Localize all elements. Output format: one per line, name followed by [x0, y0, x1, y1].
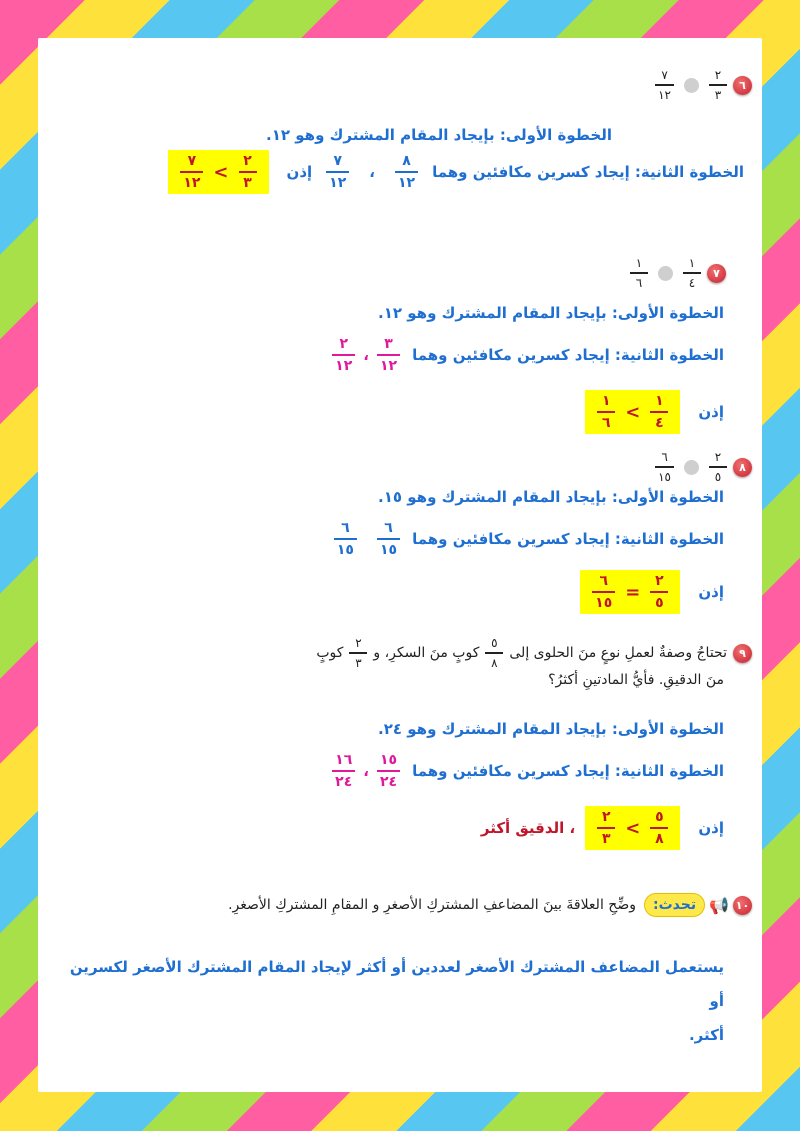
p10-answer-line-1: يستعمل المضاعف المشترك الأصغر لعددين أو أكثر لإيجاد المقام المشترك الأصغر لكسرين أو: [69, 958, 724, 1010]
problem-7-header: [624, 256, 726, 290]
result-right-fraction: $\frac{٦}{١٥}$: [592, 573, 615, 611]
problem-10-header: [228, 893, 752, 917]
result-right-fraction: $\frac{٢}{٣}$: [597, 809, 615, 847]
p6-separator: ،: [369, 163, 375, 181]
compare-left-fraction: $\frac{٢}{٥}$: [709, 450, 727, 484]
p7-step2-row: [326, 336, 724, 374]
p8-then-label: إذن: [698, 583, 724, 601]
p8-step2-text: الخطوة الثانية: إيجاد كسرين مكافئين وهما: [412, 530, 724, 548]
p8-result-row: [580, 570, 724, 614]
p6-step1: الخطوة الأولى: بإيجاد المقام المشترك وهو ١٢.: [266, 126, 612, 144]
p9-question-text-a: تحتاجُ وصفةٌ لعملِ نوعٍ منَ الحلوى إلى: [509, 645, 727, 661]
compare-right-fraction: $\frac{٧}{١٢}$: [655, 68, 674, 102]
p9-then-label: إذن: [698, 819, 724, 837]
p10-question-text: وضِّحِ العلاقةَ بينَ المضاعفِ المشتركِ الأصغرِ و المقامِ المشتركِ الأصغرِ.: [228, 897, 636, 913]
p7-equivalent-fraction-1: $\frac{٣}{١٢}$: [377, 336, 400, 374]
p7-result-box: [585, 390, 680, 434]
compare-left-fraction: $\frac{١}{٤}$: [683, 256, 701, 290]
result-left-fraction: $\frac{٥}{٨}$: [650, 809, 668, 847]
p8-equivalent-fraction-2: $\frac{٦}{١٥}$: [334, 520, 357, 558]
problem-number-badge: ٩: [733, 644, 752, 663]
p6-equivalent-fraction-2: $\frac{٧}{١٢}$: [326, 153, 349, 191]
p6-step2-text: الخطوة الثانية: إيجاد كسرين مكافئين وهما: [432, 163, 744, 181]
p9-result-box: [585, 806, 680, 850]
p9-step2-row: [326, 752, 724, 790]
problem-6-header: [649, 68, 752, 102]
p9-question-fraction-2: $\frac{٢}{٣}$: [349, 636, 367, 670]
p9-step2-text: الخطوة الثانية: إيجاد كسرين مكافئين وهما: [412, 762, 724, 780]
p9-question-line-1: [152, 636, 752, 670]
p9-separator: ،: [363, 762, 369, 780]
p9-question-text-b: كوبٍ منَ السكرِ، و: [373, 645, 480, 661]
result-operator: >: [625, 401, 641, 423]
p8-step1: الخطوة الأولى: بإيجاد المقام المشترك وهو ١٥.: [378, 488, 724, 506]
problem-number-badge: ٧: [707, 264, 726, 283]
p8-equivalent-fraction-1: $\frac{٦}{١٥}$: [377, 520, 400, 558]
worksheet-page: [38, 38, 762, 1092]
p7-step1: الخطوة الأولى: بإيجاد المقام المشترك وهو ١٢.: [378, 304, 724, 322]
result-left-fraction: $\frac{٢}{٥}$: [650, 573, 668, 611]
megaphone-icon: 📢: [709, 895, 729, 915]
p9-equivalent-fraction-1: $\frac{١٥}{٢٤}$: [377, 752, 400, 790]
problem-number-badge: ٦: [733, 76, 752, 95]
problem-number-badge: ٨: [733, 458, 752, 477]
comparison-circle: [684, 78, 699, 93]
p7-result-row: [585, 390, 724, 434]
p9-question-text-c: كوبٍ: [316, 645, 344, 661]
p7-step2-text: الخطوة الثانية: إيجاد كسرين مكافئين وهما: [412, 346, 724, 364]
p7-separator: ،: [363, 346, 369, 364]
problem-8-header: [649, 450, 752, 484]
p9-step1: الخطوة الأولى: بإيجاد المقام المشترك وهو ٢٤.: [378, 720, 724, 738]
result-operator: >: [213, 161, 229, 183]
p9-equivalent-fraction-2: $\frac{١٦}{٢٤}$: [332, 752, 355, 790]
p6-equivalent-fraction-1: $\frac{٨}{١٢}$: [395, 153, 418, 191]
talk-label-badge: تحدث:: [644, 893, 705, 917]
p10-answer-line-2: أكثر.: [688, 1026, 724, 1044]
p6-step2-row: [168, 150, 744, 194]
p8-step2-row: [328, 520, 724, 558]
compare-right-fraction: $\frac{٦}{١٥}$: [655, 450, 674, 484]
comparison-circle: [658, 266, 673, 281]
p9-question-line-2: منَ الدقيقِ. فأيُّ المادتينِ أكثرُ؟: [548, 672, 724, 688]
p6-then-label: إذن: [286, 163, 313, 181]
p7-then-label: إذن: [698, 403, 724, 421]
compare-right-fraction: $\frac{١}{٦}$: [630, 256, 648, 290]
result-operator: >: [625, 817, 641, 839]
compare-left-fraction: $\frac{٢}{٣}$: [709, 68, 727, 102]
problem-number-badge: ١٠: [733, 896, 752, 915]
p9-answer-text: ، الدقيق أكثر: [480, 819, 576, 837]
p7-equivalent-fraction-2: $\frac{٢}{١٢}$: [332, 336, 355, 374]
p9-result-row: [481, 806, 724, 850]
comparison-circle: [684, 460, 699, 475]
result-left-fraction: $\frac{٢}{٣}$: [239, 153, 257, 191]
result-right-fraction: $\frac{١}{٦}$: [597, 393, 615, 431]
p8-result-box: [580, 570, 680, 614]
p9-question-fraction-1: $\frac{٥}{٨}$: [485, 636, 503, 670]
result-left-fraction: $\frac{١}{٤}$: [650, 393, 668, 431]
p6-result-box: [168, 150, 268, 194]
result-right-fraction: $\frac{٧}{١٢}$: [180, 153, 203, 191]
p10-answer: [64, 950, 724, 1052]
problem-9-question: [152, 636, 752, 688]
result-operator: =: [625, 581, 641, 603]
